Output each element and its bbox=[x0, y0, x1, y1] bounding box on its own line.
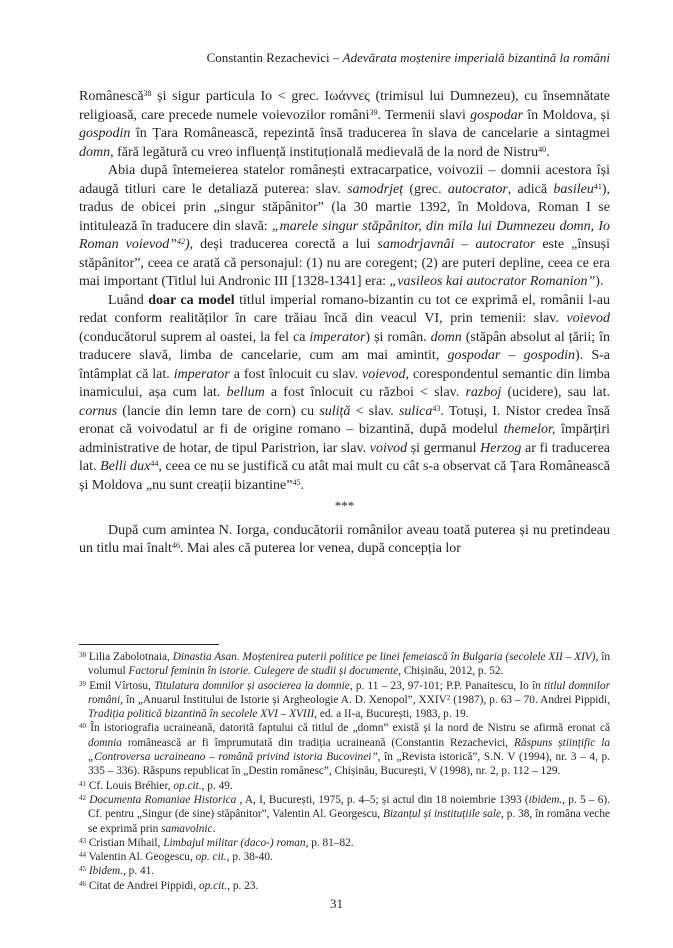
footnote-45: $^{45}$ Ibidem., p. 41. bbox=[79, 865, 155, 878]
footnote-40: $^{40}$ În istoriografia ucraineană, datorită faptului că titlul de „domn” există și la nord de Nistru se afirmă eronat că domnia românească ar fi împrumutată din tradiția ucraineană (Constantin Rezachevici, Răspuns științific la „Controversa ucraineano – română privind istoria Bucovinei”, în „Revista istorică”, S.N. V (1994), nr. 3 – 4, p. 335 – 336). Răspuns republicat în „Destin românesc”, Chișinău, București, V (1998), nr. 2, p. 112 – 129. bbox=[79, 722, 610, 778]
page-number: 31 bbox=[330, 896, 343, 911]
running-header bbox=[79, 50, 610, 66]
paragraph-1: Românescă$^{38}$ și sigur particula Io < grec. Ιωάννες (trimisul lui Dumnezeu), cu însemnătate religioasă, care precede numele voievozilor români$^{39}$. Termenii slavi gospodar în Moldova, și gospodin în Țara Românească, repezintă însă traducerea în slava de cancelarie a sintagmei domn, fără legătură cu vreo influență instituțională medievală de la nord de Nistru$^{40}$. bbox=[79, 89, 610, 160]
header-author: Constantin Rezachevici bbox=[206, 50, 330, 65]
paragraph-3: Luând doar ca model titlul imperial romano-bizantin cu tot ce exprimă el, românii l-au redat conform realităților în care trăiau încă din veacul VI, prin temenii: slav. voievod (conducătorul suprem al oastei, la fel ca imperator) și român. domn (stăpân absolut al țării; în traducere slavă, limba de cancelarie, cum am mai amintit, gospodar – gospodin). S-a întâmplat că lat. imperator a fost înlocuit cu slav. voievod, corespondentul semantic din limba inamicului, așa cum lat. bellum a fost înlocuit cu război < slav. razboj (ucidere), sau lat. cornus (lancie din lemn tare de corn) cu suliță < slav. sulica$^{43}$. Totuși, I. Nistor credea însă eronat că voivodatul ar fi de origine romano – bizantină, după modelul themelor, împărțiri administrative de hotar, de tipul Paristrion, iar slav. voivod și germanul Herzog ar fi traducerea lat. Belli dux$^{44}$, ceea ce nu se justifică cu atât mai mult cu cât s-a observat că Țara Românească și Moldova „nu sunt creații bizantine”$^{45}$. bbox=[79, 292, 611, 493]
header-title: Adevărata moștenire imperială bizantină la români bbox=[342, 50, 610, 65]
footnotes bbox=[79, 650, 610, 893]
footnote-rule bbox=[79, 644, 219, 645]
footnote-42: $^{42}$ Documenta Romaniae Historica , A, I, București, 1975, p. 4–5; și actul din 18 noiembrie 1393 (ibidem., p. 5 – 6). Cf. pentru „Singur (de sine) stăpânitor”, Valentin Al. Georgescu, Bizanțul și instituțiile sale, p. 38, în româna veche se exprimă prin samavolnic. bbox=[79, 793, 610, 835]
footnote-41: $^{41}$ Cf. Louis Bréhier, op.cit., p. 49. bbox=[79, 779, 233, 792]
footnote-38: $^{38}$ Lilia Zabolotnaia, Dinastia Asan. Moștenirea puterii politice pe linei femeiască în Bulgaria (secolele XII – XIV), în volumul Factorul feminin în istorie. Culegere de studii și documente, Chișinău, 2012, p. 52. bbox=[79, 651, 610, 678]
footnote-46: $^{46}$ Citat de Andrei Pippidi, op.cit., p. 23. bbox=[79, 879, 259, 892]
main-text bbox=[79, 88, 610, 559]
header-dash: – bbox=[332, 50, 343, 65]
section-separator: *** bbox=[334, 498, 355, 513]
paragraph-4: După cum amintea N. Iorga, conducătorii românilor aveau toată puterea și nu pretindeau un titlu mai înalt$^{46}$. Mai ales că puterea lor venea, după concepția lor bbox=[79, 522, 610, 556]
footnote-44: $^{44}$ Valentin Al. Geogescu, op. cit., p. 38-40. bbox=[79, 851, 273, 864]
footnote-43: $^{43}$ Cristian Mihail, Limbajul militar (daco-) roman, p. 81–82. bbox=[79, 836, 354, 849]
footnote-39: $^{39}$ Emil Vîrtosu, Titulatura domnilor și asocierea la domnie, p. 11 – 23, 97-101; P.P. Panaitescu, Io în titlul domnilor români, în „Anuarul Institului de Istorie și Argheologie A. D. Xenopol”, XXIV$^2$ (1987), p. 63 – 70. Andrei Pippidi, Tradiția politică bizantină în secolele XVI – XVIII, ed. a II-a, București, 1983, p. 19. bbox=[79, 679, 611, 721]
paragraph-2: Abia după întemeierea statelor românești extracarpatice, voivozii – domnii acestora își adaugă titluri care le detaliază puterea: slav. samodrjeț (grec. autocrator, adică basileu$^{41}$), tradus de obicei prin „singur stăpânitor” (la 30 martie 1392, în Moldova, Roman I se intitulează în traducere din slavă: „marele singur stăpânitor, din mila lui Dumnezeu domn, Io Roman voievod”$^{42}$), deși traducerea corectă a lui samodrjavnâi – autocrator este „însuși stăpânitor”, ceea ce arată că personajul: (1) nu are coregent; (2) are puteri depline, ceea ce era mai important (Titlul lui Andronic III [1328-1341] era: „vasileos kai autocrator Romanion”). bbox=[79, 163, 610, 289]
